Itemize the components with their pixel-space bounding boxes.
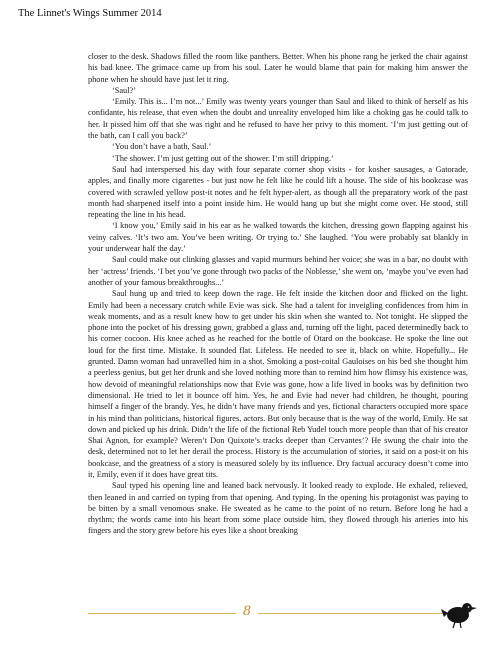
paragraph: Saul could make out clinking glasses and vapid murmurs behind her voice; she was in a bar, no doubt with her ‘actress’ friends. ‘I bet you’ve gone through two packs of the Noblesse,’ she went on, ‘maybe you’ve even had another of your famous breakthroughs...’ [88, 255, 468, 287]
paragraph: ‘Saul?’ [112, 85, 136, 95]
story-body [88, 51, 468, 537]
paragraph: Saul hung up and tried to keep down the rage. He felt inside the kitchen door and flicked on the light. Emily had been a necessary crutch while Evie was sick. She had a talent for inveigling confidences from him in weak moments, and as a result knew how to get under his skin when she wanted to. Not tonight. He slipped the phone into the pocket of his dressing gown, grabbed a glass and, turning off the light, paced determinedly back to his corner cocoon. His knee ached as he reached for the bottle of Otard on the bookcase. He spoke the line out loud for the first time. Mistake. It sounded flat. Lifeless. He needed to see it, black on white. Hopefully... He grunted. Damn woman had unravelled him in a shot. Smoking a post-coital Gauloises on his bed she thought him a peerless genius, but get her drunk and she loved nothing more than to remind him how flimsy his existence was, how devoid of meaningful relationships now that Evie was gone, how a life lived in books was by definition two dimensional. He tried to let it bounce off him. Yes, he and Evie had never had children, he thought, pouring himself a finger of the brandy. Yes, he didn’t have many friends and yes, fictional characters occupied more space in his mind than politicians, historical figures, actors. But only because that is the way of the world, Emily. He sat down and picked up his drink. Didn’t the life of the fictional Reb Yudel touch more people than that of his creator Shai Agnon, for example? Weren’t Don Quixote’s tracks deeper than Cervantes’? He swung the chair into the desk, determined not to let her derail the process. History is the accumulation of stories, it said on a post-it on his bookcase, and the greatness of a story is measured solely by its influence. Dry factual accuracy doesn’t come into it, Emily, even if it does have great tits. [88, 289, 468, 479]
footer-divider [88, 613, 468, 614]
paragraph: Saul typed his opening line and leaned back nervously. It looked ready to explode. He exhaled, relieved, then leaned in and carried on typing from that opening. And typing. In the opening his protagonist was paying to be bitten by a small venomous snake. He sweated as he came to the point of no return. Before long he had a rhythm; the words came into his heart from some place outside him, they flowed through his arteries into his fingers and the story grew before his eyes like a shoot breaking [88, 481, 468, 536]
paragraph: ‘The shower. I’m just getting out of the shower. I’m still dripping.’ [112, 153, 334, 163]
page-number: 8 [236, 604, 258, 624]
paragraph: closer to the desk. Shadows filled the room like panthers. Better. When his phone rang he jerked the chair against his bad knee. The grimace came up from his soul. Later he would blame that pain for making him answer the phone when he should have just let it ring. [88, 52, 468, 84]
bird-icon [440, 595, 480, 631]
magazine-header: The Linnet's Wings Summer 2014 [18, 8, 162, 19]
paragraph: ‘Emily. This is... I’m not...’ Emily was twenty years younger than Saul and liked to think of herself as his confidante, his release, that even when the doubt and unreality enveloped him like a choking gas he could talk to her. It pissed him off that she was right and he refused to have her privy to this moment. ‘I’m just getting out of the bath, can I call you back?’ [88, 97, 468, 141]
paragraph: Saul had interspersed his day with four separate corner shop visits - for kosher sausages, a Gatorade, apples, and finally more cigarettes - but just now he felt like he could lift a house. The side of his bookcase was covered with scrawled yellow post-it notes and he felt hyper-alert, as though all the preparatory work of the past month had sharpened itself into a point inside him. He would hang up but she might come over. He stood, still repeating the line in his head. [88, 164, 468, 220]
paragraph: ‘I know you,’ Emily said in his ear as he walked towards the kitchen, dressing gown flapping against his veiny calves. ‘It’s two am. You’ve been writing. Or trying to.’ She laughed. ‘You were probably sat blankly in your underwear half the day.’ [88, 221, 468, 254]
paragraph: ‘You don’t have a bath, Saul.’ [112, 142, 212, 152]
